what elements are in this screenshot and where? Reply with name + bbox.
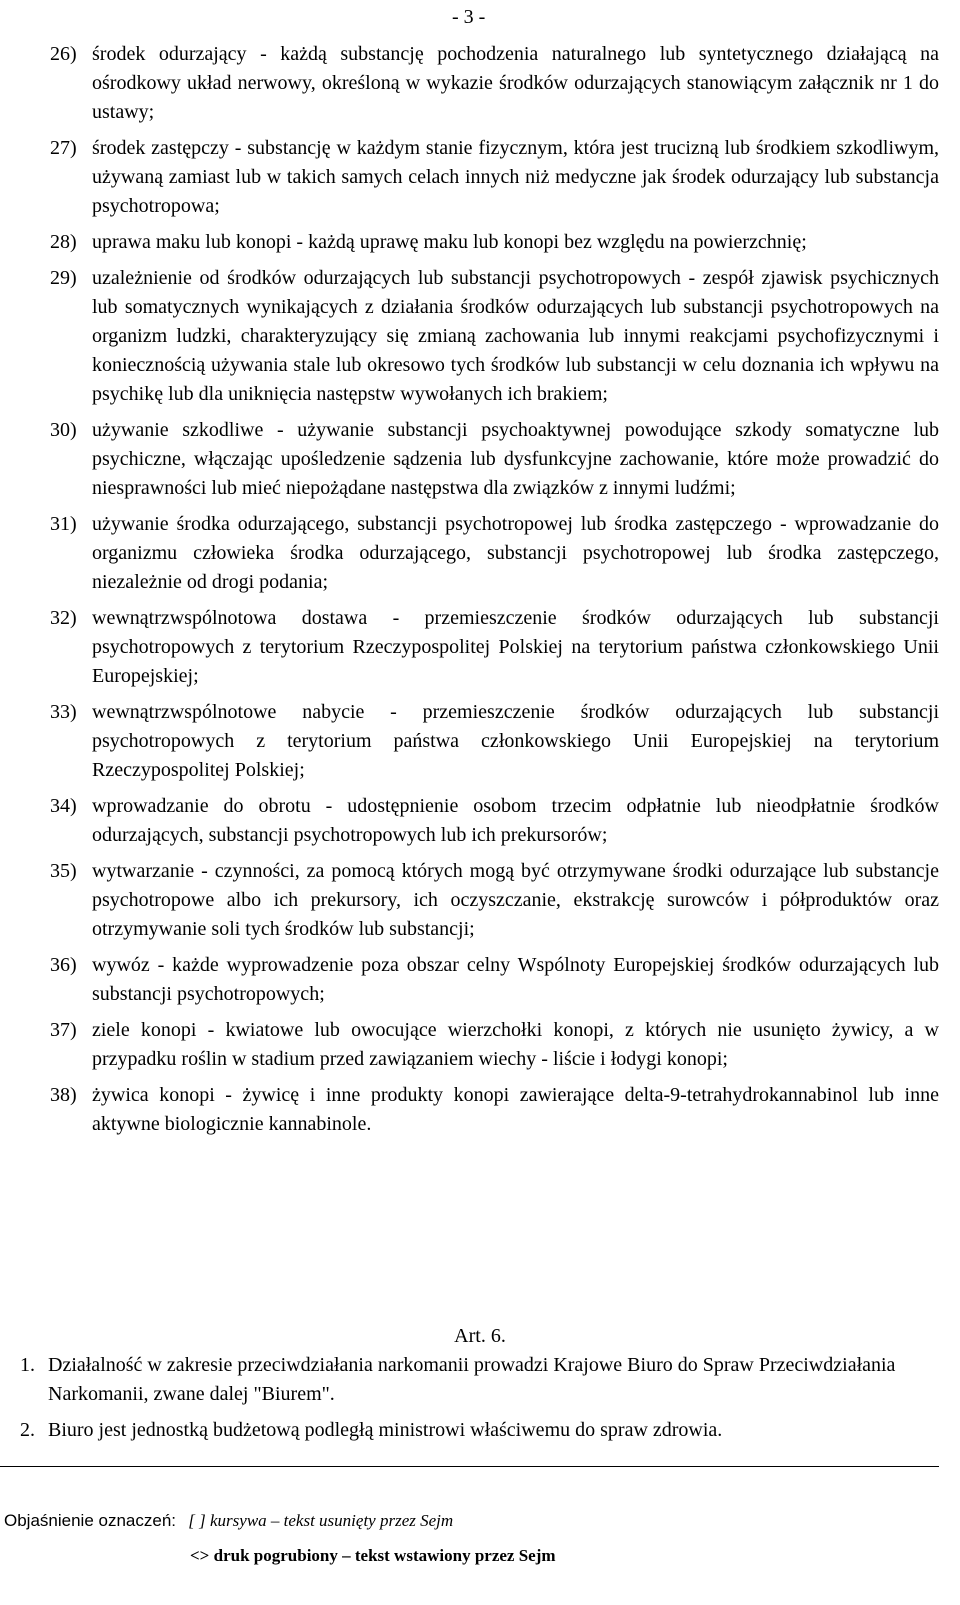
article-item-number: 1. (20, 1354, 35, 1376)
definition-text: wywóz - każde wyprowadzenie poza obszar celny Wspólnoty Europejskiej środków odurzających lub substancji psychotropowych; (92, 954, 939, 1005)
definition-text: używanie środka odurzającego, substancji psychotropowej lub środka zastępczego - wprowadzanie do organizmu człowieka środka odurzającego, substancji psychotropowej lub środka zastępczego, niezależnie od drogi podania; (92, 513, 939, 593)
definition-number: 33) (50, 701, 77, 723)
article-item-text: Działalność w zakresie przeciwdziałania narkomanii prowadzi Krajowe Biuro do Spraw Przeciwdziałania Narkomanii, zwane dalej "Biurem". (48, 1354, 896, 1405)
definition-text: wewnątrzwspólnotowa dostawa - przemieszczenie środków odurzających lub substancji psychotropowych z terytorium Rzeczypospolitej Polskiej na terytorium państwa członkowskiego Unii Europejskiej; (92, 607, 939, 687)
definition-item-27 (50, 134, 939, 221)
footer-divider (0, 1466, 939, 1467)
article-item-text: Biuro jest jednostką budżetową podległą ministrowi właściwemu do spraw zdrowia. (48, 1419, 723, 1441)
definition-text: wprowadzanie do obrotu - udostępnienie osobom trzecim odpłatnie lub nieodpłatnie środków odurzających, substancji psychotropowych lub ich prekursorów; (92, 795, 939, 846)
definition-text: środek odurzający - każdą substancję pochodzenia naturalnego lub syntetycznego działającą na ośrodkowy układ nerwowy, określoną w wykazie środków odurzających stanowiącym załącznik nr 1 do ustawy; (92, 43, 939, 123)
definition-number: 30) (50, 419, 77, 441)
definition-number: 34) (50, 795, 77, 817)
definition-item-30 (50, 416, 939, 503)
definition-item-38 (50, 1081, 939, 1139)
article-item-1 (20, 1351, 939, 1409)
definition-text: używanie szkodliwe - używanie substancji psychoaktywnej powodujące szkody somatyczne lub psychiczne, włączając upośledzenie sądzenia lub dysfunkcyjne zachowanie, które może prowadzić do niesprawności lub mieć niepożądane następstwa dla związków z innymi ludźmi; (92, 419, 939, 499)
article-title: Art. 6. (454, 1325, 506, 1347)
definition-number: 32) (50, 607, 77, 629)
definition-number: 29) (50, 267, 77, 289)
definition-number: 27) (50, 137, 77, 159)
legend-line (4, 1510, 453, 1532)
definition-item-28 (50, 228, 939, 257)
definition-item-34 (50, 792, 939, 850)
definitions-list (50, 40, 939, 1146)
definition-item-35 (50, 857, 939, 944)
definition-number: 36) (50, 954, 77, 976)
definition-number: 31) (50, 513, 77, 535)
definition-item-31 (50, 510, 939, 597)
definition-number: 26) (50, 43, 77, 65)
definition-text: środek zastępczy - substancję w każdym stanie fizycznym, która jest trucizną lub środkiem szkodliwym, używaną zamiast lub w takich samych celach innych niż medyczne jak środek odurzający lub substancja psychotropowa; (92, 137, 939, 217)
definition-number: 38) (50, 1084, 77, 1106)
definition-number: 37) (50, 1019, 77, 1041)
definition-item-26 (50, 40, 939, 127)
definition-text: uzależnienie od środków odurzających lub substancji psychotropowych - zespół zjawisk psychicznych lub somatycznych wynikających z działania środków odurzających lub substancji psychotropowych na organizm ludzki, charakteryzujący się zmianą zachowania lub innymi reakcjami psychofizycznymi i koniecznością używania stale lub okresowo tych środków lub substancji w celu doznania ich wpływu na psychikę lub dla uniknięcia następstw wywołanych ich brakiem; (92, 267, 939, 405)
definition-item-33 (50, 698, 939, 785)
definition-item-32 (50, 604, 939, 691)
definition-item-36 (50, 951, 939, 1009)
legend-italic-note: [ ] kursywa – tekst usunięty przez Sejm (188, 1511, 454, 1530)
definition-item-29 (50, 264, 939, 409)
definition-text: ziele konopi - kwiatowe lub owocujące wierzchołki konopi, z których nie usunięto żywicy, a w przypadku roślin w stadium przed zawiązaniem wiechy - liście i łodygi konopi; (92, 1019, 939, 1070)
legend-bold-note: <> druk pogrubiony – tekst wstawiony przez Sejm (190, 1546, 556, 1565)
article-items (20, 1351, 939, 1452)
definition-number: 35) (50, 860, 77, 882)
article-item-2 (20, 1416, 939, 1445)
definition-item-37 (50, 1016, 939, 1074)
article-item-number: 2. (20, 1419, 35, 1441)
definition-text: żywica konopi - żywicę i inne produkty konopi zawierające delta-9-tetrahydrokannabinol lub inne aktywne biologicznie kannabinole. (92, 1084, 939, 1135)
definition-text: wewnątrzwspólnotowe nabycie - przemieszczenie środków odurzających lub substancji psychotropowych z terytorium państwa członkowskiego Unii Europejskiej na terytorium Rzeczypospolitej Polskiej; (92, 701, 939, 781)
definition-number: 28) (50, 231, 77, 253)
legend-label: Objaśnienie oznaczeń: (4, 1511, 177, 1530)
page-number: - 3 - (452, 6, 486, 28)
definition-text: wytwarzanie - czynności, za pomocą których mogą być otrzymywane środki odurzające lub substancje psychotropowe albo ich prekursory, ich oczyszczanie, ekstrakcję surowców i półproduktów oraz otrzymywanie soli tych środków lub substancji; (92, 860, 939, 940)
definition-text: uprawa maku lub konopi - każdą uprawę maku lub konopi bez względu na powierzchnię; (92, 231, 807, 253)
